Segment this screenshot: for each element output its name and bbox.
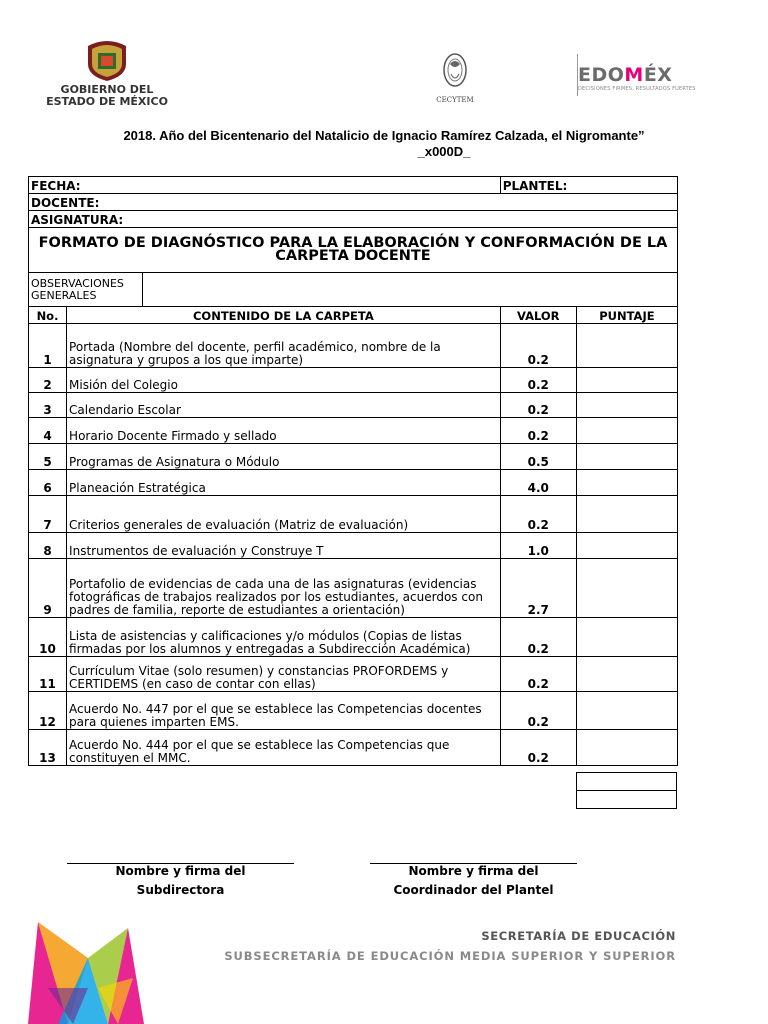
table-row: [29, 559, 678, 618]
row-puntaje[interactable]: [576, 393, 677, 418]
row-valor: 1.0: [500, 533, 576, 559]
row-number: 3: [29, 393, 67, 418]
row-valor: 0.2: [500, 393, 576, 418]
cecytem-logo: [432, 52, 478, 104]
row-number: 9: [29, 559, 67, 618]
table-row: [29, 692, 678, 730]
row-number: 12: [29, 692, 67, 730]
row-contenido: Planeación Estratégica: [67, 470, 501, 496]
row-valor: 0.2: [500, 368, 576, 393]
row-puntaje[interactable]: [576, 418, 677, 444]
row-contenido: Acuerdo No. 447 por el que se establece las Competencias docentes para quienes imparten EMS.: [67, 692, 501, 730]
row-puntaje[interactable]: [576, 692, 677, 730]
signature-right-line2: Coordinador del Plantel: [393, 883, 554, 897]
plantel-field[interactable]: PLANTEL:: [500, 177, 677, 194]
col-header-no: No.: [29, 307, 67, 324]
col-header-puntaje: PUNTAJE: [576, 307, 677, 324]
gov-line1: GOBIERNO DEL: [60, 83, 154, 96]
footer-subsecretaria: SUBSECRETARÍA DE EDUCACIÓN MEDIA SUPERIOR Y SUPERIOR: [224, 949, 676, 963]
row-number: 13: [29, 730, 67, 766]
footer-secretaria: SECRETARÍA DE EDUCACIÓN: [481, 929, 676, 943]
total-cell-1[interactable]: [576, 772, 677, 791]
row-puntaje[interactable]: [576, 496, 677, 533]
table-body: [29, 324, 678, 766]
row-puntaje[interactable]: [576, 559, 677, 618]
row-number: 1: [29, 324, 67, 368]
row-number: 10: [29, 618, 67, 657]
row-valor: 0.2: [500, 496, 576, 533]
table-row: [29, 368, 678, 393]
row-number: 11: [29, 657, 67, 692]
row-number: 6: [29, 470, 67, 496]
row-puntaje[interactable]: [576, 730, 677, 766]
row-contenido: Programas de Asignatura o Módulo: [67, 444, 501, 470]
docente-field[interactable]: DOCENTE:: [29, 194, 678, 211]
table-row: [29, 470, 678, 496]
table-row: [29, 618, 678, 657]
row-puntaje[interactable]: [576, 470, 677, 496]
table-row: [29, 444, 678, 470]
row-contenido: Lista de asistencias y calificaciones y/o módulos (Copias de listas firmadas por los alumnos y entregadas a Subdirección Académica): [67, 618, 501, 657]
row-puntaje[interactable]: [576, 368, 677, 393]
cecytem-emblem-icon: [442, 52, 468, 92]
row-contenido: Misión del Colegio: [67, 368, 501, 393]
cecytem-label: CECYTEM: [436, 96, 474, 104]
colorful-m-logo-icon: [28, 918, 144, 1024]
total-cell-2[interactable]: [576, 790, 677, 809]
edomex-tagline: DECISIONES FIRMES, RESULTADOS FUERTES: [578, 86, 696, 92]
motto-suffix: _x000D_: [417, 144, 471, 159]
row-contenido: Instrumentos de evaluación y Construye T: [67, 533, 501, 559]
row-puntaje[interactable]: [576, 324, 677, 368]
form-title: FORMATO DE DIAGNÓSTICO PARA LA ELABORACIÓN Y CONFORMACIÓN DE LA CARPETA DOCENTE: [29, 228, 678, 273]
table-row: [29, 657, 678, 692]
motto: 2018. Año del Bicentenario del Natalicio de Ignacio Ramírez Calzada, el Nigromante”: [123, 128, 645, 143]
row-contenido: Horario Docente Firmado y sellado: [67, 418, 501, 444]
row-valor: 0.2: [500, 324, 576, 368]
row-puntaje[interactable]: [576, 618, 677, 657]
gov-line2: ESTADO DE MÉXICO: [46, 95, 168, 108]
row-number: 5: [29, 444, 67, 470]
row-valor: 0.5: [500, 444, 576, 470]
row-contenido: Criterios generales de evaluación (Matriz de evaluación): [67, 496, 501, 533]
row-valor: 0.2: [500, 618, 576, 657]
diagnostic-table: [28, 176, 678, 766]
table-row: [29, 418, 678, 444]
row-number: 2: [29, 368, 67, 393]
row-valor: 0.2: [500, 730, 576, 766]
table-row: [29, 393, 678, 418]
fecha-field[interactable]: FECHA:: [29, 177, 501, 194]
edomex-suffix: ÉX: [643, 64, 673, 86]
signature-left-line1: Nombre y firma del: [115, 864, 246, 878]
signature-right-line1: Nombre y firma del: [408, 864, 539, 878]
row-puntaje[interactable]: [576, 533, 677, 559]
row-valor: 0.2: [500, 418, 576, 444]
row-contenido: Calendario Escolar: [67, 393, 501, 418]
row-valor: 0.2: [500, 657, 576, 692]
row-valor: 0.2: [500, 692, 576, 730]
row-contenido: Acuerdo No. 444 por el que se establece las Competencias que constituyen el MMC.: [67, 730, 501, 766]
coat-of-arms-icon: [84, 40, 130, 82]
table-row: [29, 496, 678, 533]
table-row: [29, 324, 678, 368]
row-valor: 4.0: [500, 470, 576, 496]
row-puntaje[interactable]: [576, 444, 677, 470]
signature-left-line2: Subdirectora: [136, 883, 225, 897]
asignatura-field[interactable]: ASIGNATURA:: [29, 211, 678, 228]
edomex-logo: [578, 64, 696, 92]
row-contenido: Currículum Vitae (solo resumen) y constancias PROFORDEMS y CERTIDEMS (en caso de contar con ellas): [67, 657, 501, 692]
row-number: 7: [29, 496, 67, 533]
edomex-name: EDOMÉX: [578, 64, 673, 86]
signature-right: [370, 862, 577, 900]
table-row: [29, 533, 678, 559]
col-header-contenido: CONTENIDO DE LA CARPETA: [67, 307, 501, 324]
col-header-valor: VALOR: [500, 307, 576, 324]
observaciones-label: OBSERVACIONES GENERALES: [29, 273, 143, 307]
signature-left: [67, 862, 294, 900]
row-puntaje[interactable]: [576, 657, 677, 692]
table-row: [29, 730, 678, 766]
row-contenido: Portafolio de evidencias de cada una de las asignaturas (evidencias fotográficas de trabajos realizados por los estudiantes, acuerdos con padres de familia, reporte de estudiantes a orientación): [67, 559, 501, 618]
row-contenido: Portada (Nombre del docente, perfil académico, nombre de la asignatura y grupos a los que imparte): [67, 324, 501, 368]
gobierno-estado-mexico-logo: [42, 40, 172, 112]
observaciones-field[interactable]: [143, 273, 678, 307]
row-valor: 2.7: [500, 559, 576, 618]
row-number: 8: [29, 533, 67, 559]
row-number: 4: [29, 418, 67, 444]
